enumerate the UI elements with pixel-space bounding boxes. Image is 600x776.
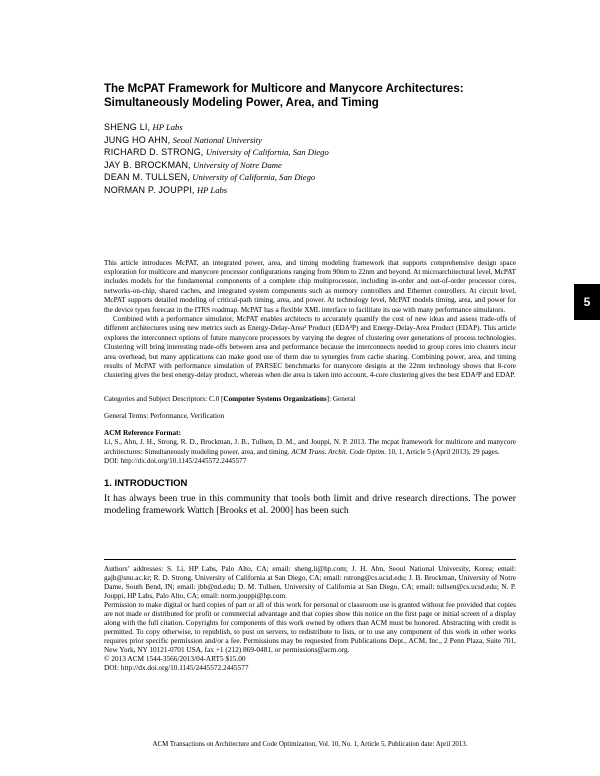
author-affiliation: University of Notre Dame [193,159,282,170]
footnote-copyright-line: © 2013 ACM 1544-3566/2013/04-ART5 $15.00 [104,654,246,663]
journal-footer-line: ACM Transactions on Architecture and Code Optimization, Vol. 10, No. 1, Article 5, Publication date: April 2013. [152,740,468,748]
paper-title [104,82,516,110]
article-number-tab [574,284,600,320]
author-affiliation: University of California, San Diego [192,172,316,183]
author-line [104,121,516,134]
author-line [104,134,516,147]
author-name: RICHARD D. STRONG , [104,147,206,157]
author-affiliation: University of California, San Diego [205,147,329,158]
author-name: DEAN M. TULLSEN , [104,172,192,182]
author-affiliation: HP Labs [196,184,228,195]
footnote-doi-link[interactable]: DOI: http://dx.doi.org/10.1145/2445572.2445577 [104,663,249,672]
author-name: NORMAN P. JOUPPI , [104,185,197,195]
author-line [104,171,516,184]
paper-title-line-2: Simultaneously Modeling Power, Area, and Timing [104,97,379,109]
reference-doi-link[interactable]: DOI: http://dx.doi.org/10.1145/2445572.2445577 [104,456,247,465]
categories-line [104,395,516,404]
author-list [104,121,516,197]
author-name: JAY B. BROCKMAN , [104,160,193,170]
author-name: SHENG LI , [104,122,153,132]
author-line [104,146,516,159]
footnote-permission-notice: Permission to make digital or hard copies of part or all of this work for personal or classroom use is granted without fee provided that copies are not made or distributed for profit or commercial advantage and that copies show this notice on the first page or initial screen of a display along with the full citation. Copyrights for components of this work owned by others than ACM must be honored. Abstracting with credit is permitted. To copy otherwise, to republish, to post on servers, to redistribute to lists, or to use any component of this work in other works requires prior specific permission and/or a fee. Permissions may be requested from Publications Dept., ACM, Inc., 2 Penn Plaza, Suite 701, New York, NY 10121-0701 USA, fax +1 (212) 869-0481, or permissions@acm.org. [104,600,516,654]
abstract-paragraph-2: Combined with a performance simulator, McPAT enables architects to accurately quantify the cost of new ideas and assess trade-offs of different architectures using new metrics such as Energy-Delay-Area² Product (EDA²P) and Energy-Delay-Area Product (EDAP). This article explores the interconnect options of future manycore processors by varying the degree of clustering over generations of process technologies. Clustering will bring interesting trade-offs between area and performance because the interconnects needed to group cores into clusters incur area overhead, but many applications can make good use of them due to synergies from cache sharing. Combining power, area, and timing results of McPAT with performance simulation of PARSEC benchmarks for manycore designs at the 22nm technology shows that 8-core clustering gives the best energy-delay product, whereas when die area is taken into account, 4-core clustering gives the best EDA²P and EDAP. [104,315,516,380]
reference-citation-part-2: 10, 1, Article 5 (April 2013), 29 pages. [386,447,500,456]
section-heading-introduction: 1. INTRODUCTION [104,478,188,490]
article-number: 5 [583,295,591,309]
abstract [104,259,516,381]
author-line [104,184,516,197]
categories-suffix: ]: General [326,394,356,403]
acm-reference-text [104,438,516,456]
author-line [104,159,516,172]
author-name: JUNG HO AHN , [104,135,173,145]
paper-content-column [104,82,516,517]
author-affiliation: HP Labs [152,122,183,132]
abstract-paragraph-1: This article introduces McPAT, an integrated power, area, and timing modeling framework that supports comprehensive design space exploration for multicore and manycore processor configurations ranging from 90nm to 22nm and beyond. At microarchitectural level, McPAT includes models for the fundamental components of a complete chip multiprocessor, including in-order and out-of-order processor cores, networks-on-chip, shared caches, and integrated system components such as memory controllers and Ethernet controllers. At circuit level, McPAT supports detailed modeling of critical-path timing, area, and power. At technology level, McPAT models timing, area, and power for the device types forecast in the ITRS roadmap. McPAT has a flexible XML interface to facilitate its use with many performance simulators. [104,258,516,314]
reference-journal-name: ACM Trans. Archit. Code Optim. [291,447,387,456]
author-affiliation: Seoul National University [172,134,262,145]
footnote-author-addresses: Authors’ addresses: S. Li, HP Labs, Palo Alto, CA; email: sheng.li@hp.com; J. H. Ahn, Seoul National University, Korea; email: gajh@snu.ac.kr; R. D. Strong, University of California at San Diego, CA; email: rstrong@cs.ucsd.edu; J. B. Brockman, University of Notre Dame, South Bend, IN; email: jbb@nd.edu; D. M. Tullsen, University of California at San Diego, CA; email: tullsen@cs.ucsd.edu; N. P. Jouppi, HP Labs, Palo Alto, CA; email: norm.jouppi@hp.com. [104,564,516,600]
reference-citation-part-1: Li, S., Ahn, J. H., Strong, R. D., Brockman, J. B., Tullsen, D. M., and Jouppi, N. P. 2013. The mcpat framework for multicore and manycore architectures: Simultaneously modeling power, area, and timing. [104,438,516,456]
paper-title-line-1: The McPAT Framework for Multicore and Manycore Architectures: [104,83,464,95]
general-terms-line: General Terms: Performance, Verification [104,412,225,421]
categories-descriptor: Computer Systems Organizations [223,394,327,403]
first-page-footnote [104,559,516,672]
introduction-body-text: It has always been true in this community that tools both limit and drive research directions. The power modeling framework Wattch [Brooks et al. 2000] has been such [104,493,516,517]
categories-prefix: Categories and Subject Descriptors: C.0 [ [104,394,224,403]
acm-reference-format-heading: ACM Reference Format: [104,429,181,438]
